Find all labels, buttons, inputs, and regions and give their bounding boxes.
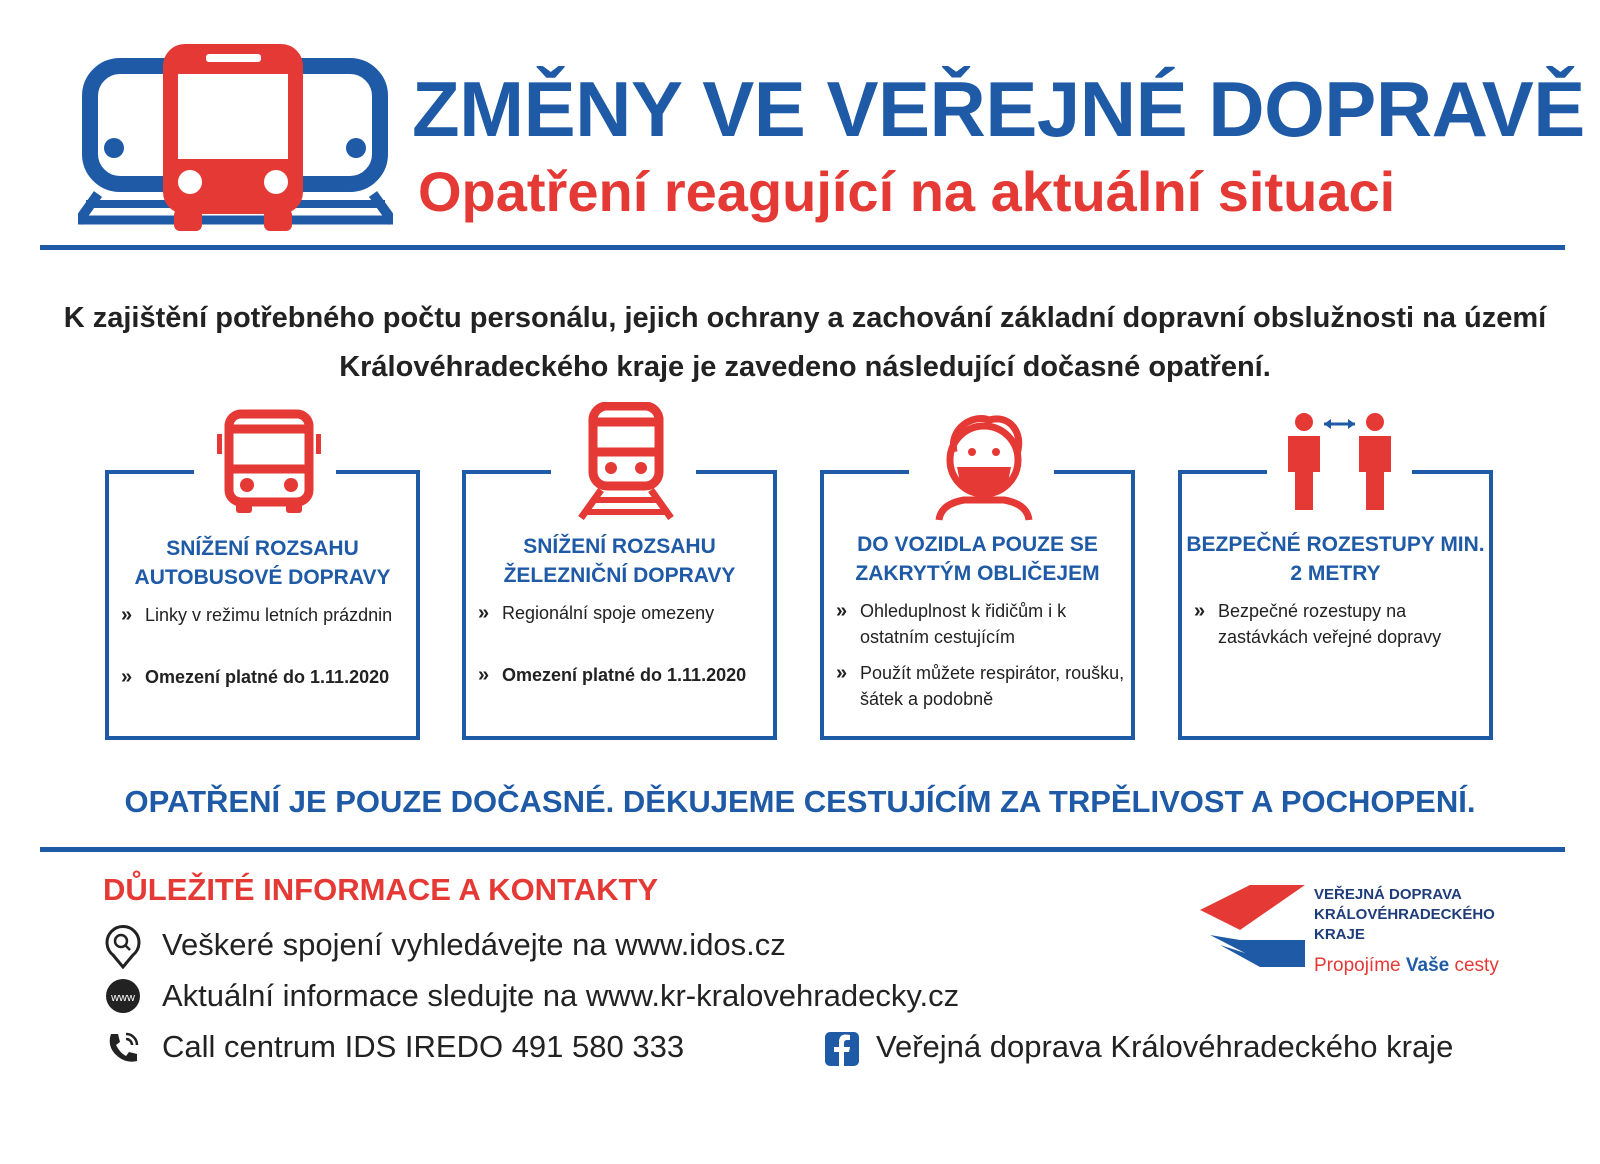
measure-card-mask [820, 470, 1135, 740]
facebook-icon[interactable] [825, 1032, 859, 1066]
header-divider [40, 245, 1565, 250]
measure-title: SNÍŽENÍ ROZSAHU AUTOBUSOVÉ DOPRAVY [134, 537, 391, 589]
measure-title: SNÍŽENÍ ROZSAHU ŽELEZNIČNÍ DOPRAVY [503, 535, 736, 587]
brand-arrow-icon [1200, 885, 1305, 970]
closing-message: OPATŘENÍ JE POUZE DOČASNÉ. DĚKUJEME CESTUJÍCÍM ZA TRPĚLIVOST A POCHOPENÍ. [124, 784, 1476, 819]
contacts-heading: DŮLEŽITÉ INFORMACE A KONTAKTY [103, 872, 659, 907]
measure-card-bus [105, 470, 420, 740]
contact-search: Veškeré spojení vyhledávejte na www.idos.cz [162, 927, 786, 962]
contact-web: Aktuální informace sledujte na www.kr-kralovehradecky.cz [162, 978, 960, 1013]
svg-text:www: www [111, 992, 135, 1004]
measure-bullet: » Použít můžete respirátor, roušku, šátek a podobně [836, 662, 1125, 709]
bus-icon [214, 409, 324, 514]
page-subtitle: Opatření reagující na aktuální situaci [418, 160, 1396, 223]
intro-text: K zajištění potřebného počtu personálu, jejich ochrany a zachování základní dopravní obslužnosti na území Královéhradeckého kraje je zavedeno následující dočasné opatření. [63, 302, 1547, 383]
contact-facebook[interactable]: Veřejná doprava Královéhradeckého kraje [876, 1029, 1454, 1064]
train-icon [576, 402, 676, 520]
brand-logo [1200, 885, 1530, 995]
measure-bullet: » Omezení platné do 1.11.2020 [121, 666, 390, 688]
measure-bullet: » Regionální spoje omezeny [478, 602, 715, 624]
bus-train-logo-icon [78, 44, 393, 234]
brand-name: VEŘEJNÁ DOPRAVA KRÁLOVÉHRADECKÉHO KRAJE [1314, 886, 1495, 943]
measure-bullet: » Ohleduplnost k řidičům i k ostatním cestujícím [836, 600, 1067, 647]
measure-bullet: » Linky v režimu letních prázdnin [121, 604, 393, 626]
www-globe-icon [105, 978, 141, 1014]
phone-icon [105, 1030, 141, 1066]
brand-tagline: Propojíme Vaše cesty [1314, 955, 1499, 976]
measure-bullet: » Bezpečné rozestupy na zastávkách veřejné dopravy [1194, 600, 1442, 647]
page-title: ZMĚNY VE VEŘEJNÉ DOPRAVĚ [412, 65, 1585, 153]
closing-divider [40, 847, 1565, 852]
measure-title: BEZPEČNÉ ROZESTUPY MIN. 2 METRY [1186, 533, 1485, 585]
face-mask-icon [929, 412, 1039, 522]
measure-bullet: » Omezení platné do 1.11.2020 [478, 664, 747, 686]
measure-card-train [462, 470, 777, 740]
search-location-icon [105, 925, 141, 969]
social-distance-icon [1282, 412, 1397, 512]
measure-title: DO VOZIDLA POUZE SE ZAKRYTÝM OBLIČEJEM [855, 533, 1100, 585]
measure-card-distance [1178, 470, 1493, 740]
contact-phone: Call centrum IDS IREDO 491 580 333 [162, 1029, 685, 1064]
